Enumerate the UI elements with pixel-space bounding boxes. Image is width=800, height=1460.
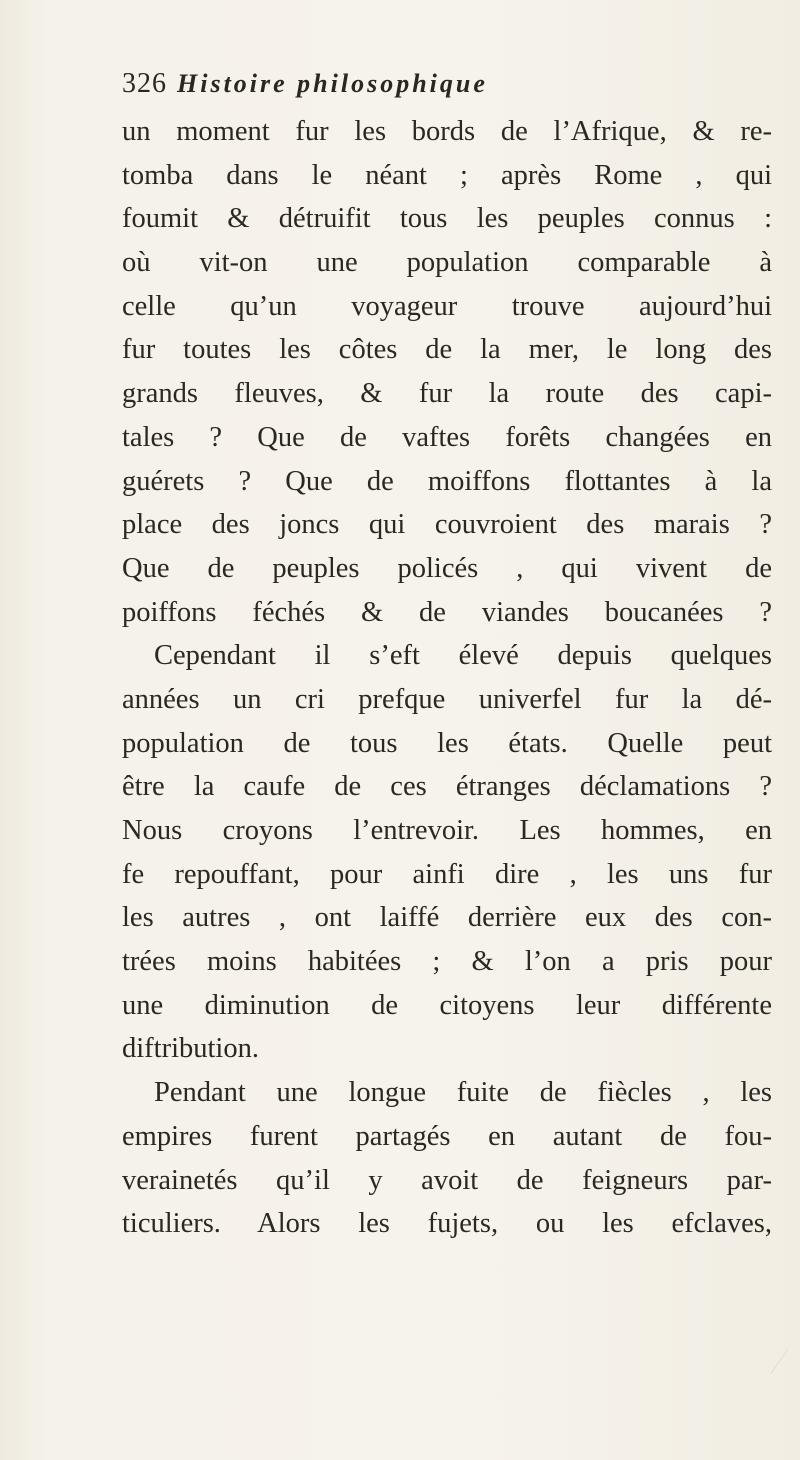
- text-line: fe repouffant, pour ainfi dire , les uns fur: [122, 858, 772, 890]
- text-line: un moment fur les bords de l’Afrique, & re-: [122, 116, 772, 147]
- text-line: ticuliers. Alors les fujets, ou les efclaves,: [122, 1208, 772, 1240]
- text-line: celle qu’un voyageur trouve aujourd’hui: [122, 290, 772, 322]
- text-line: Cependant il s’eft élevé depuis quelques: [154, 640, 772, 672]
- text-line: diftribution.: [122, 1033, 259, 1065]
- text-line: Que de peuples policés , qui vivent de: [122, 552, 772, 584]
- text-line: grands fleuves, & fur la route des capi-: [122, 378, 772, 410]
- text-line: tomba dans le néant ; après Rome , qui: [122, 159, 772, 191]
- text-line: population de tous les états. Quelle peut: [122, 727, 772, 759]
- body-text: [122, 110, 772, 1246]
- page-header: [122, 68, 488, 108]
- running-title: Histoire philosophique: [177, 69, 488, 98]
- text-line: empires furent partagés en autant de fou-: [122, 1120, 772, 1152]
- text-line: années un cri prefque univerfel fur la dé-: [122, 683, 772, 715]
- text-line: fur toutes les côtes de la mer, le long des: [122, 334, 772, 366]
- text-line: où vit-on une population comparable à: [122, 247, 772, 279]
- text-line: être la caufe de ces étranges déclamations ?: [122, 771, 772, 803]
- paper-crease: [752, 1336, 788, 1374]
- text-line: poiffons féchés & de viandes boucanées ?: [122, 596, 772, 628]
- text-line: place des joncs qui couvroient des marais ?: [122, 509, 772, 541]
- text-line: Pendant une longue fuite de fiècles , les: [154, 1077, 772, 1109]
- text-line: Nous croyons l’entrevoir. Les hommes, en: [122, 815, 772, 846]
- text-line: verainetés qu’il y avoit de feigneurs par-: [122, 1164, 772, 1196]
- text-line: les autres , ont laiffé derrière eux des con-: [122, 902, 772, 934]
- page-number: 326: [122, 68, 167, 99]
- text-line: tales ? Que de vaftes forêts changées en: [122, 421, 772, 453]
- text-line: trées moins habitées ; & l’on a pris pour: [122, 946, 772, 978]
- text-line: une diminution de citoyens leur différente: [122, 989, 772, 1021]
- text-line: foumit & détruifit tous les peuples connus :: [122, 203, 772, 235]
- text-line: guérets ? Que de moiffons flottantes à la: [122, 465, 772, 497]
